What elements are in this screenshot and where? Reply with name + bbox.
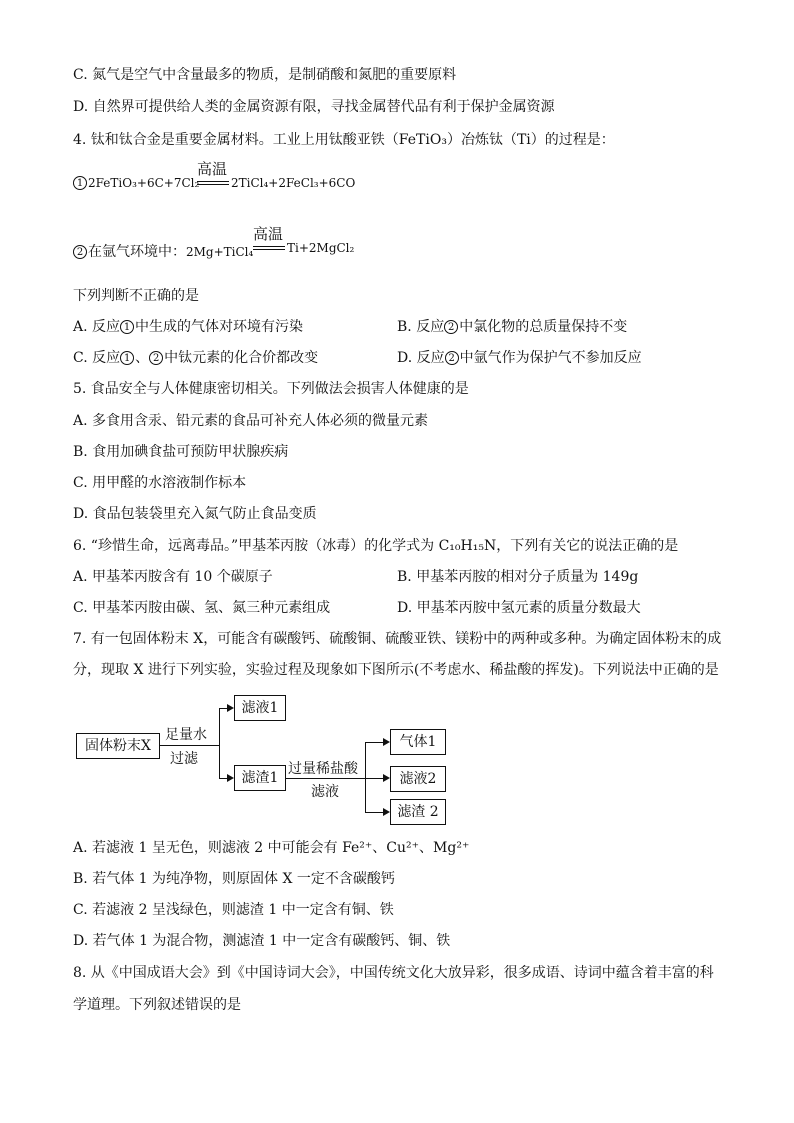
q4-option-c: C. 反应 1 、 2 中钛元素的化合价都改变 (73, 350, 319, 366)
connector-line (219, 778, 227, 779)
q6-option-d: D. 甲基苯丙胺中氢元素的质量分数最大 (397, 600, 641, 616)
arrow-head (383, 738, 390, 746)
q4-option-d: D. 反应 2 中氩气作为保护气不参加反应 (397, 350, 642, 366)
box-gas-1: 气体1 (390, 729, 446, 755)
circled-number: 2 (149, 351, 163, 365)
q5-option-d: D. 食品包装袋里充入氮气防止食品变质 (73, 506, 317, 522)
connector-line (365, 742, 383, 743)
eq1-left: 2FeTiO₃+6C+7Cl₂ (88, 176, 200, 190)
connector-line (365, 778, 383, 779)
eq1-right: 2TiCl₄+2FeCl₃+6CO (231, 176, 356, 190)
connector-line (365, 742, 366, 812)
eq2-left: 2Mg+TiCl₄ (186, 245, 254, 259)
circled-number-2: 2 (73, 245, 87, 259)
connector-line (365, 812, 383, 813)
eq2-prefix: 在氩气环境中： (88, 244, 186, 260)
q6-option-b: B. 甲基苯丙胺的相对分子质量为 149g (397, 569, 639, 585)
label-step2-top: 过量稀盐酸 (288, 761, 358, 777)
box-residue-2: 滤渣 2 (390, 799, 446, 825)
circled-number: 2 (444, 320, 458, 334)
arrow-head (227, 774, 234, 782)
q8-stem-line2: 学道理。下列叙述错误的是 (73, 997, 241, 1013)
arrow-head (383, 808, 390, 816)
q4-stem: 4. 钛和钛合金是重要金属材料。工业上用钛酸亚铁（FeTiO₃）冶炼钛（Ti）的过程是： (73, 132, 615, 148)
q4-judge-prompt: 下列判断不正确的是 (73, 288, 199, 304)
circled-number: 1 (120, 320, 134, 334)
q4-option-b: B. 反应 2 中氯化物的总质量保持不变 (397, 319, 628, 335)
eq1-equals-sign (197, 181, 229, 185)
q7-option-a: A. 若滤液 1 呈无色，则滤液 2 中可能会有 Fe²⁺、Cu²⁺、Mg²⁺ (73, 840, 470, 856)
arrow-head (383, 774, 390, 782)
q5-option-b: B. 食用加碘食盐可预防甲状腺疾病 (73, 444, 289, 460)
eq2-right: Ti+2MgCl₂ (287, 241, 355, 255)
q7-stem-line2: 分，现取 X 进行下列实验，实验过程及现象如下图所示(不考虑水、稀盐酸的挥发)。下列说法中正确的是 (73, 662, 719, 678)
box-filtrate-2: 滤液2 (390, 766, 446, 792)
label-step1-top: 足量水 (165, 727, 207, 743)
q3-option-c: C. 氮气是空气中含量最多的物质，是制硝酸和氮肥的重要原料 (73, 67, 457, 83)
eq1-condition: 高温 (197, 160, 228, 178)
circled-number-1: 1 (73, 176, 87, 190)
q7-option-d: D. 若气体 1 为混合物，测滤渣 1 中一定含有碳酸钙、铜、铁 (73, 933, 451, 949)
connector-line (219, 708, 220, 778)
q3-option-d: D. 自然界可提供给人类的金属资源有限，寻找金属替代品有利于保护金属资源 (73, 99, 555, 115)
box-solid-powder-x: 固体粉末X (76, 733, 160, 759)
q4-option-a: A. 反应 1 中生成的气体对环境有污染 (73, 319, 304, 335)
q6-option-a: A. 甲基苯丙胺含有 10 个碳原子 (73, 569, 273, 585)
eq2-condition: 高温 (253, 225, 284, 243)
q5-stem: 5. 食品安全与人体健康密切相关。下列做法会损害人体健康的是 (73, 381, 469, 397)
circled-number: 2 (445, 351, 459, 365)
q7-option-c: C. 若滤液 2 呈浅绿色，则滤渣 1 中一定含有铜、铁 (73, 902, 394, 918)
q5-option-a: A. 多食用含汞、铅元素的食品可补充人体必须的微量元素 (73, 413, 429, 429)
circled-number: 1 (120, 351, 134, 365)
q7-option-b: B. 若气体 1 为纯净物，则原固体 X 一定不含碳酸钙 (73, 871, 395, 887)
label-step1-bottom: 过滤 (170, 751, 198, 767)
q8-stem-line1: 8. 从《中国成语大会》到《中国诗词大会》，中国传统文化大放异彩，很多成语、诗词中蕴含着丰富的科 (73, 965, 714, 981)
q6-option-c: C. 甲基苯丙胺由碳、氢、氮三种元素组成 (73, 600, 331, 616)
q6-stem: 6. “珍惜生命，远离毒品。”甲基苯丙胺（冰毒）的化学式为 C₁₀H₁₅N，下列有关它的说法正确的是 (73, 538, 679, 554)
connector-line (160, 745, 219, 746)
box-residue-1: 滤渣1 (234, 765, 286, 791)
q5-option-c: C. 用甲醛的水溶液制作标本 (73, 475, 247, 491)
arrow-head (227, 704, 234, 712)
eq2-equals-sign (253, 246, 285, 250)
box-filtrate-1: 滤液1 (234, 695, 286, 721)
connector-line (219, 708, 227, 709)
label-step2-bottom: 滤液 (311, 784, 339, 800)
q7-stem-line1: 7. 有一包固体粉末 X，可能含有碳酸钙、硫酸铜、硫酸亚铁、镁粉中的两种或多种。为确定固体粉末的成 (73, 631, 722, 647)
connector-line (286, 778, 365, 779)
